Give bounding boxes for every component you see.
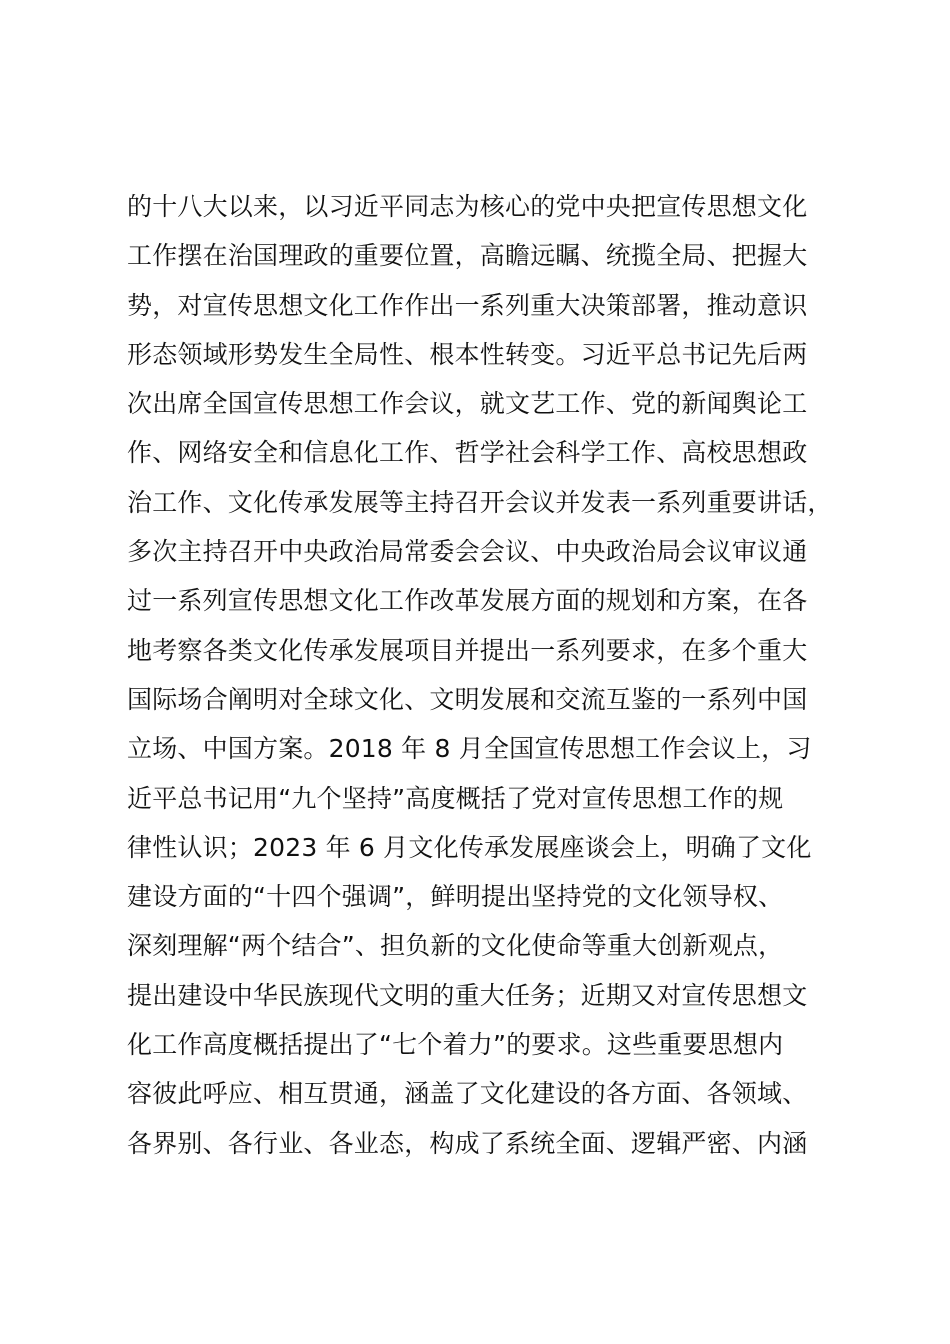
- text-line: 国际场合阐明对全球文化、文明发展和交流互鉴的一系列中国: [127, 684, 808, 714]
- text-line: 的十八大以来，以习近平同志为核心的党中央把宣传思想文化: [127, 192, 808, 221]
- text-line: 提出建设中华民族现代文明的重大任务；近期又对宣传思想文: [127, 980, 808, 1010]
- text-line: 立场、中国方案。2018 年 8 月全国宣传思想工作会议上，习: [127, 734, 812, 764]
- text-line: 深刻理解“两个结合”、担负新的文化使命等重大创新观点，: [127, 931, 784, 961]
- text-line: 容彼此呼应、相互贯通，涵盖了文化建设的各方面、各领域、: [127, 1079, 808, 1109]
- text-line: 势，对宣传思想文化工作作出一系列重大决策部署，推动意识: [127, 290, 808, 320]
- text-line: 近平总书记用“九个坚持”高度概括了党对宣传思想工作的规: [127, 783, 784, 813]
- text-line: 建设方面的“十四个强调”，鲜明提出坚持党的文化领导权、: [127, 882, 784, 912]
- text-line: 化工作高度概括提出了“七个着力”的要求。这些重要思想内: [127, 1030, 784, 1060]
- text-line: 多次主持召开中央政治局常委会会议、中央政治局会议审议通: [127, 537, 808, 567]
- text-line: 地考察各类文化传承发展项目并提出一系列要求，在多个重大: [127, 635, 808, 665]
- text-line: 治工作、文化传承发展等主持召开会议并发表一系列重要讲话，: [127, 487, 833, 517]
- text-line: 工作摆在治国理政的重要位置，高瞻远瞩、统揽全局、把握大: [127, 241, 808, 271]
- text-line: 过一系列宣传思想文化工作改革发展方面的规划和方案，在各: [127, 586, 808, 616]
- text-line: 律性认识；2023 年 6 月文化传承发展座谈会上，明确了文化: [127, 832, 812, 862]
- text-line: 形态领域形势发生全局性、根本性转变。习近平总书记先后两: [127, 339, 808, 369]
- text-line: 各界别、各行业、各业态，构成了系统全面、逻辑严密、内涵: [127, 1128, 808, 1158]
- text-line: 次出席全国宣传思想工作会议，就文艺工作、党的新闻舆论工: [127, 389, 808, 419]
- body-text: [127, 182, 847, 1168]
- text-line: 作、网络安全和信息化工作、哲学社会科学工作、高校思想政: [127, 438, 808, 468]
